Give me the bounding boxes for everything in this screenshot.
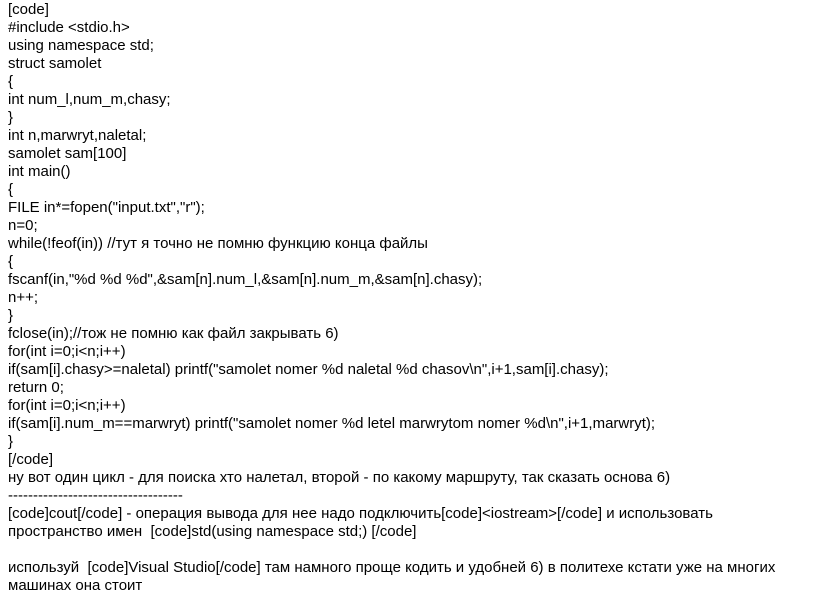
code-line: while(!feof(in)) //тут я точно не помню функцию конца файлы [8, 235, 428, 252]
code-line: int main() [8, 163, 71, 180]
blank-line [8, 541, 819, 559]
code-line: if(sam[i].num_m==marwryt) printf("samolet nomer %d letel marwrytom nomer %d\n",i+1,marwryt); [8, 415, 656, 432]
code-tag-open: [code] [8, 1, 49, 18]
code-line: samolet sam[100] [8, 145, 127, 162]
comment-text: ну вот один цикл - для поиска хто налетал, второй - по какому маршруту, так сказать основа 6) [8, 469, 671, 486]
code-line: } [8, 307, 14, 324]
code-line: int num_l,num_m,chasy; [8, 91, 171, 108]
comment-text: машинах она стоит [8, 577, 143, 594]
code-line: int n,marwryt,naletal; [8, 127, 147, 144]
code-line: { [8, 73, 14, 90]
code-line: for(int i=0;i<n;i++) [8, 343, 126, 360]
code-line: return 0; [8, 379, 64, 396]
code-line: #include <stdio.h> [8, 19, 130, 36]
code-line: fclose(in);//тож не помню как файл закрывать 6) [8, 325, 339, 342]
code-line: } [8, 109, 14, 126]
code-line: using namespace std; [8, 37, 154, 54]
code-line: FILE in*=fopen("input.txt","r"); [8, 199, 205, 216]
code-line: n=0; [8, 217, 38, 234]
comment-text: используй [code]Visual Studio[/code] там намного проще кодить и удобней 6) в политехе кстати уже на многих [8, 559, 776, 576]
code-line: for(int i=0;i<n;i++) [8, 397, 126, 414]
code-line: n++; [8, 289, 39, 306]
comment-text: [code]cout[/code] - операция вывода для нее надо подключить[code]<iostream>[/code] и использовать [8, 505, 713, 522]
code-line: } [8, 433, 14, 450]
code-line: { [8, 181, 14, 198]
code-tag-close: [/code] [8, 451, 54, 468]
divider-dashes: ----------------------------------- [8, 487, 183, 504]
code-line: fscanf(in,"%d %d %d",&sam[n].num_l,&sam[n].num_m,&sam[n].chasy); [8, 271, 483, 288]
comment-text: пространство имен [code]std(using namespace std;) [/code] [8, 523, 417, 540]
code-line: { [8, 253, 14, 270]
code-line: if(sam[i].chasy>=naletal) printf("samolet nomer %d naletal %d chasov\n",i+1,sam[i].chasy); [8, 361, 609, 378]
code-line: struct samolet [8, 55, 102, 72]
